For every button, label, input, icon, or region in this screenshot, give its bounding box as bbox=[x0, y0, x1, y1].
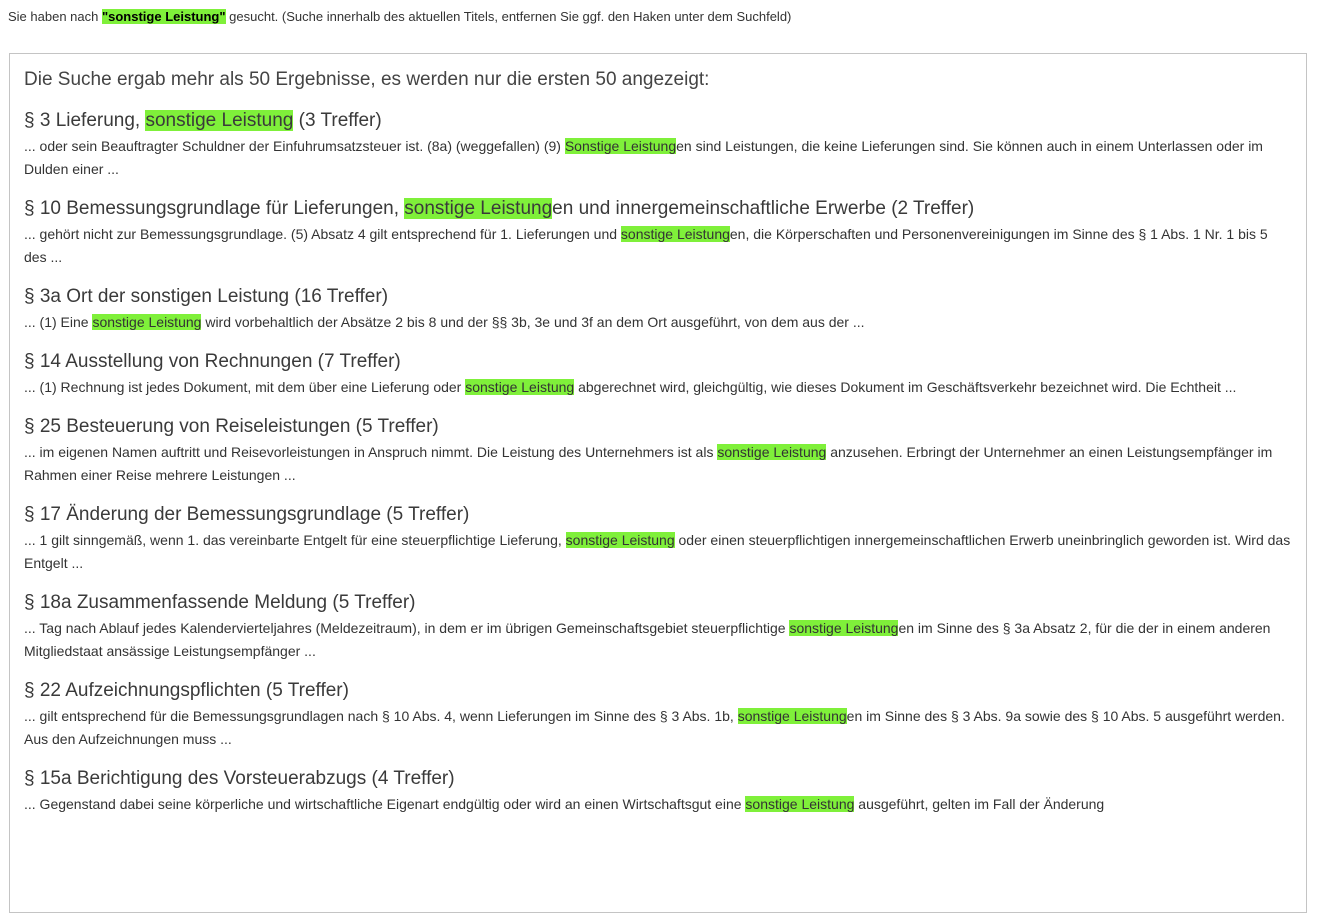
title-highlight: sonstige Leistung bbox=[404, 198, 553, 219]
snippet-text: wird vorbehaltlich der Absätze 2 bis 8 und der §§ 3b, 3e und 3f an dem Ort ausgeführt, von dem aus der ... bbox=[201, 314, 865, 330]
snippet-text: abgerechnet wird, gleichgültig, wie dieses Dokument im Geschäftsverkehr bezeichnet wird. Die Echtheit ... bbox=[574, 379, 1237, 395]
snippet-highlight: sonstige Leistung bbox=[620, 226, 730, 242]
result-title-link[interactable] bbox=[24, 415, 1292, 439]
snippet-highlight: sonstige Leistung bbox=[565, 532, 675, 548]
result-item bbox=[24, 350, 1292, 399]
result-snippet bbox=[24, 311, 1292, 334]
snippet-text: anzusehen. Erbringt der Unternehmer an einen Leistungsempfänger im Rahmen einer Reise mehrere Leistungen ... bbox=[24, 444, 1273, 483]
snippet-text: ... 1 gilt sinngemäß, wenn 1. das vereinbarte Entgelt für eine steuerpflichtige Lieferung, bbox=[24, 532, 566, 548]
title-text: § 10 Bemessungsgrundlage für Lieferungen, bbox=[24, 198, 405, 219]
result-title-link[interactable] bbox=[24, 285, 1292, 309]
result-title-link[interactable] bbox=[24, 350, 1292, 374]
title-text: § 15a Berichtigung des Vorsteuerabzugs (4 Treffer) bbox=[24, 768, 455, 789]
snippet-highlight: Sonstige Leistung bbox=[564, 138, 677, 154]
snippet-text: ... Tag nach Ablauf jedes Kalendervierteljahres (Meldezeitraum), in dem er im übrigen Gemeinschaftsgebiet steuerpflichtige bbox=[24, 620, 790, 636]
snippet-highlight: sonstige Leistung bbox=[465, 379, 575, 395]
snippet-text: en sind Leistungen, die keine Lieferungen sind. Sie können auch in einem Unterlassen oder im Dulden einer ... bbox=[24, 138, 1263, 177]
query-term: "sonstige Leistung" bbox=[101, 9, 226, 24]
result-item bbox=[24, 679, 1292, 751]
result-snippet bbox=[24, 793, 1292, 816]
snippet-text: ... (1) Eine bbox=[24, 314, 93, 330]
snippet-text: ... gehört nicht zur Bemessungsgrundlage. (5) Absatz 4 gilt entsprechend für 1. Lieferungen und bbox=[24, 226, 621, 242]
results-summary: Die Suche ergab mehr als 50 Ergebnisse, es werden nur die ersten 50 angezeigt: bbox=[24, 69, 710, 90]
snippet-text: ... gilt entsprechend für die Bemessungsgrundlagen nach § 10 Abs. 4, wenn Lieferungen im Sinne des § 3 Abs. 1b, bbox=[24, 708, 738, 724]
title-highlight: sonstige Leistung bbox=[145, 110, 294, 131]
snippet-highlight: sonstige Leistung bbox=[789, 620, 899, 636]
result-title-link[interactable] bbox=[24, 767, 1292, 791]
snippet-text: ... (1) Rechnung ist jedes Dokument, mit dem über eine Lieferung oder bbox=[24, 379, 466, 395]
snippet-text: oder einen steuerpflichtigen innergemeinschaftlichen Erwerb uneinbringlich geworden ist. Wird das Entgelt ... bbox=[24, 532, 1291, 571]
result-snippet bbox=[24, 135, 1292, 181]
title-text: § 3 Lieferung, bbox=[24, 110, 146, 131]
snippet-text: ausgeführt, gelten im Fall der Änderung bbox=[854, 796, 1105, 812]
snippet-highlight: sonstige Leistung bbox=[92, 314, 202, 330]
result-item bbox=[24, 503, 1292, 575]
result-snippet bbox=[24, 529, 1292, 575]
search-results-box bbox=[9, 53, 1307, 913]
result-item bbox=[24, 285, 1292, 334]
result-title-link[interactable] bbox=[24, 109, 1292, 133]
result-item bbox=[24, 197, 1292, 269]
snippet-highlight: sonstige Leistung bbox=[745, 796, 855, 812]
snippet-text: en im Sinne des § 3 Abs. 9a sowie des § 10 Abs. 5 ausgeführt werden. Aus den Aufzeichnungen muss ... bbox=[24, 708, 1285, 747]
result-snippet bbox=[24, 617, 1292, 663]
result-title-link[interactable] bbox=[24, 503, 1292, 527]
result-snippet bbox=[24, 441, 1292, 487]
query-suffix: gesucht. (Suche innerhalb des aktuellen Titels, entfernen Sie ggf. den Haken unter dem Suchfeld) bbox=[225, 9, 792, 24]
title-text: § 25 Besteuerung von Reiseleistungen (5 Treffer) bbox=[24, 416, 439, 437]
query-prefix: Sie haben nach bbox=[8, 9, 102, 24]
title-text: en und innergemeinschaftliche Erwerbe (2 Treffer) bbox=[552, 198, 975, 219]
title-text: § 14 Ausstellung von Rechnungen (7 Treffer) bbox=[24, 351, 401, 372]
result-snippet bbox=[24, 223, 1292, 269]
result-item bbox=[24, 415, 1292, 487]
result-snippet bbox=[24, 376, 1292, 399]
result-item bbox=[24, 767, 1292, 816]
snippet-text: en, die Körperschaften und Personenvereinigungen im Sinne des § 1 Abs. 1 Nr. 1 bis 5 des ... bbox=[24, 226, 1268, 265]
title-text: § 17 Änderung der Bemessungsgrundlage (5 Treffer) bbox=[24, 504, 470, 525]
snippet-highlight: sonstige Leistung bbox=[717, 444, 827, 460]
snippet-text: en im Sinne des § 3a Absatz 2, für die der in einem anderen Mitgliedstaat ansässige Leistungsempfänger ... bbox=[24, 620, 1271, 659]
result-title-link[interactable] bbox=[24, 591, 1292, 615]
snippet-text: ... Gegenstand dabei seine körperliche und wirtschaftliche Eigenart endgültig oder wird an einen Wirtschaftsgut eine bbox=[24, 796, 746, 812]
title-text: § 18a Zusammenfassende Meldung (5 Treffer) bbox=[24, 592, 416, 613]
search-query-line bbox=[8, 9, 791, 24]
result-item bbox=[24, 591, 1292, 663]
snippet-text: ... im eigenen Namen auftritt und Reisevorleistungen in Anspruch nimmt. Die Leistung des Unternehmers ist als bbox=[24, 444, 718, 460]
result-title-link[interactable] bbox=[24, 197, 1292, 221]
result-snippet bbox=[24, 705, 1292, 751]
title-text: (3 Treffer) bbox=[293, 110, 382, 131]
result-item bbox=[24, 109, 1292, 181]
title-text: § 3a Ort der sonstigen Leistung (16 Treffer) bbox=[24, 286, 389, 307]
snippet-text: ... oder sein Beauftragter Schuldner der Einfuhrumsatzsteuer ist. (8a) (weggefallen) (9) bbox=[24, 138, 565, 154]
result-title-link[interactable] bbox=[24, 679, 1292, 703]
results-list bbox=[24, 109, 1292, 816]
snippet-highlight: sonstige Leistung bbox=[737, 708, 847, 724]
title-text: § 22 Aufzeichnungspflichten (5 Treffer) bbox=[24, 680, 349, 701]
